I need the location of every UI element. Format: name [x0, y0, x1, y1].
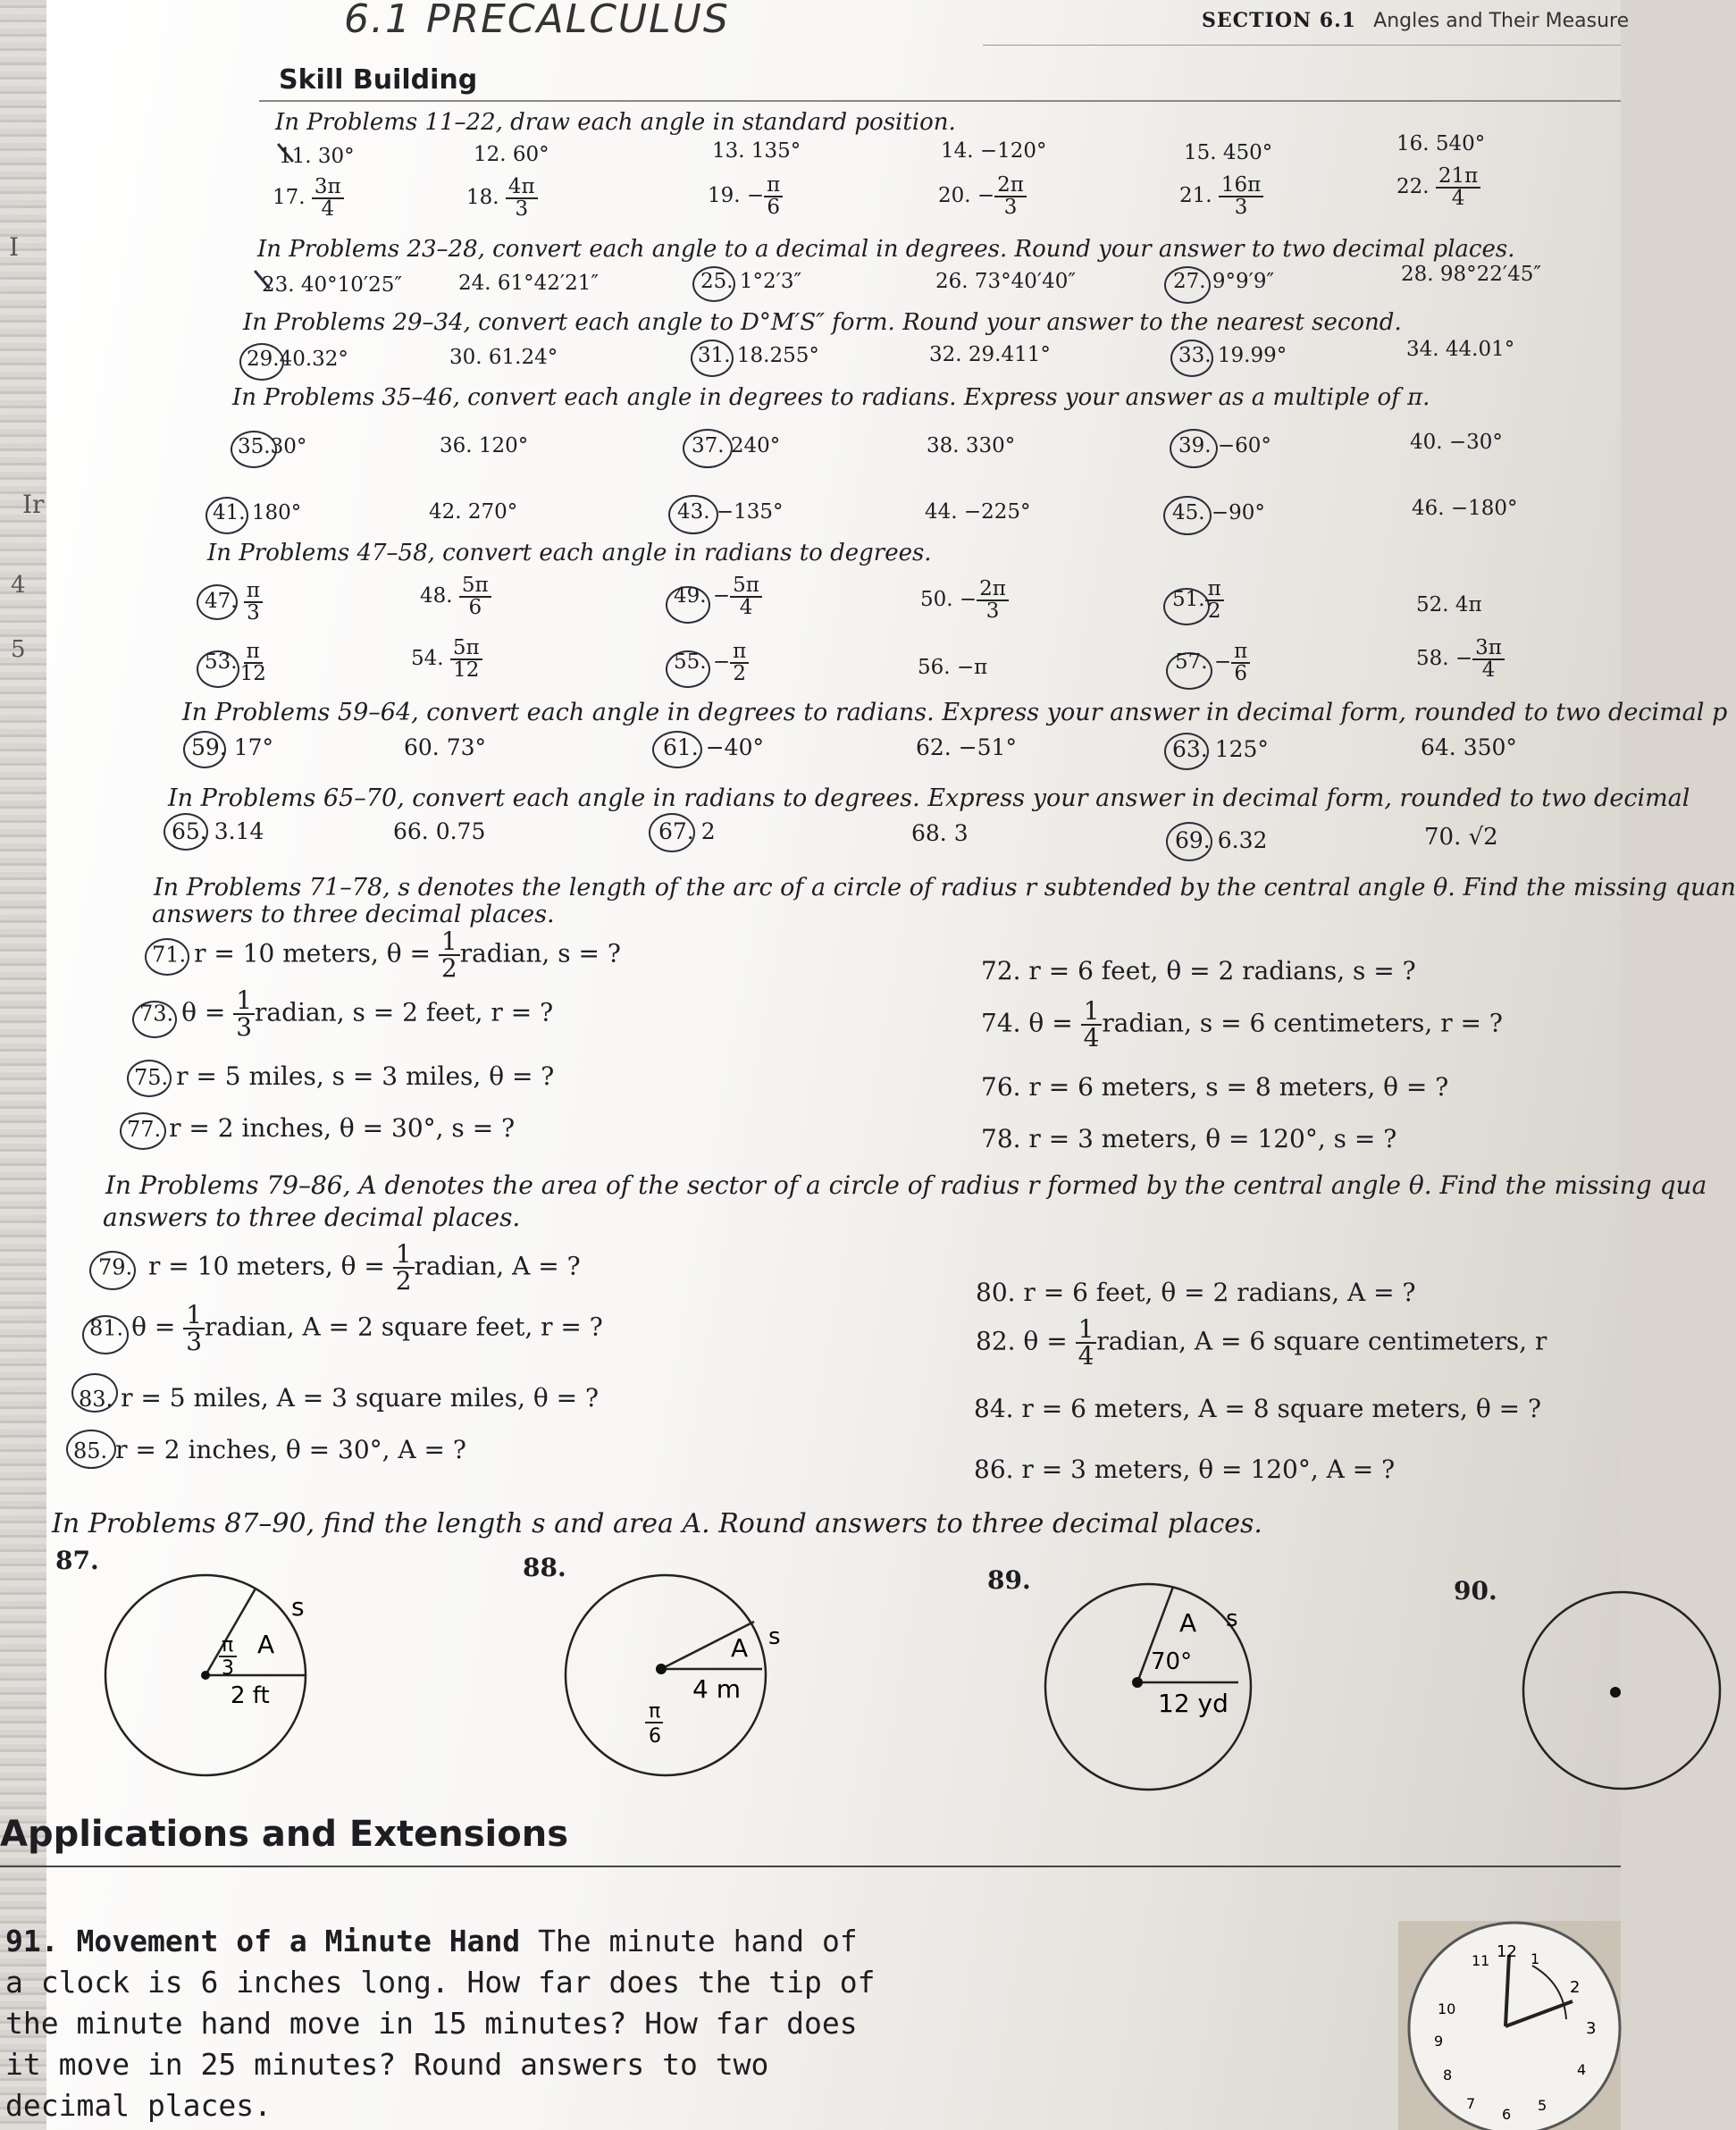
problem: [1172, 501, 1265, 524]
instructions: In Problems 65–70, convert each angle in radians to degrees. Express your answer in decimal form, rounded to two decimal: [168, 784, 1690, 812]
fraction: [1076, 1314, 1097, 1371]
problem-number: 87.: [55, 1546, 99, 1575]
handwritten-title: 6.1 PRECALCULUS: [344, 0, 730, 42]
instructions: In Problems 35–46, convert each angle in degrees to radians. Express your answer as a multiple of π.: [232, 384, 1430, 411]
instructions: In Problems 23–28, convert each angle to a decimal in degrees. Round your answer to two decimal places.: [257, 236, 1515, 263]
center-point: [1132, 1677, 1143, 1688]
problem-text: r = 10 meters, θ =: [147, 1251, 385, 1281]
denominator: 3: [985, 600, 1000, 623]
problem: 78. r = 3 meters, θ = 120°, s = ?: [981, 1124, 1397, 1153]
problem: [920, 579, 1009, 622]
problem: [1416, 638, 1505, 681]
problem: 36. 120°: [440, 434, 529, 457]
binding-edge: [0, 0, 46, 2130]
problem-number: 75.: [134, 1065, 169, 1090]
problem: 62. −51°: [916, 734, 1017, 760]
problem: 15. 450°: [1184, 141, 1273, 164]
problem: [73, 1435, 466, 1464]
problem-number: 18.: [466, 186, 499, 209]
problem: 16. 540°: [1396, 132, 1486, 155]
problem-number: 37.: [692, 434, 725, 457]
problem: [938, 175, 1027, 218]
heading-rule: [259, 100, 1621, 102]
problem: [1178, 434, 1271, 457]
denominator: 4: [1481, 658, 1496, 682]
problem-number: 57.: [1175, 650, 1208, 674]
fraction: [1205, 579, 1224, 622]
problem-text: radian, A = 2 square feet, r = ?: [205, 1312, 603, 1342]
numerator: 3π: [1472, 638, 1505, 660]
clock-number: 12: [1497, 1942, 1517, 1961]
problem: [420, 575, 491, 618]
clock-number: 1: [1531, 1950, 1540, 1967]
numerator: 2π: [994, 175, 1027, 197]
numerator: 3π: [312, 177, 344, 199]
problem-number: 71.: [152, 942, 187, 968]
problem-number: 77.: [127, 1117, 162, 1142]
problem: [205, 581, 263, 624]
radius-label: 4 m: [692, 1674, 741, 1704]
problem-text: r = 2 inches, θ = 30°, A = ?: [115, 1435, 466, 1464]
numerator: 1: [233, 988, 255, 1015]
problem-value: −90°: [1211, 501, 1265, 524]
fraction: [450, 638, 482, 681]
problem-number: 83.: [79, 1387, 113, 1412]
problem: [976, 1314, 1547, 1371]
problem-text: r = 2 inches, θ = 30°, s = ?: [169, 1113, 516, 1143]
figure-90: [1501, 1590, 1621, 1796]
fraction: [1219, 175, 1263, 218]
numerator: 16π: [1219, 175, 1263, 197]
problem: 14. −120°: [941, 139, 1047, 163]
problem: [1175, 642, 1250, 684]
header-rule: [983, 45, 1621, 46]
problem-text: r = 10 meters, θ =: [194, 938, 431, 969]
section-label: SECTION 6.1: [1202, 9, 1357, 32]
problem-number: 21.: [1179, 184, 1212, 207]
fraction: [393, 1239, 415, 1296]
fraction: [1472, 638, 1505, 681]
angle-denominator: 3: [222, 1657, 234, 1680]
area-label: A: [257, 1630, 275, 1659]
denominator: 2: [395, 1266, 412, 1296]
minus-sign: −: [712, 650, 731, 674]
problem-text: radian, A = ?: [414, 1251, 581, 1281]
problem: [98, 1239, 581, 1296]
numerator: 4π: [506, 177, 538, 199]
problem: [692, 434, 780, 457]
problem: [677, 500, 784, 524]
radius-label: 12 yd: [1158, 1689, 1229, 1718]
problem-number: 27.: [1173, 270, 1206, 293]
problem: [79, 1383, 599, 1413]
margin-letter: I: [9, 232, 20, 262]
fraction: [730, 642, 749, 684]
problem: [238, 435, 306, 458]
denominator: 6: [767, 196, 781, 219]
problem: [89, 1300, 603, 1356]
clock-number: 3: [1586, 2019, 1597, 2038]
problem: [1172, 579, 1224, 622]
problem-value: 17°: [233, 734, 274, 760]
numerator: 1: [1081, 999, 1103, 1026]
numerator: π: [244, 581, 263, 603]
arc-label: s: [291, 1592, 305, 1622]
problem: [411, 638, 482, 681]
figure-88: [554, 1572, 781, 1778]
denominator: 3: [1234, 196, 1248, 219]
numerator: π: [730, 642, 749, 664]
problem-value: −40°: [705, 734, 764, 760]
denominator: 4: [1078, 1341, 1094, 1371]
clock-number: 6: [1502, 2106, 1512, 2123]
problem-text: radian, s = 2 feet, r = ?: [255, 997, 554, 1027]
denominator: 2: [1207, 600, 1221, 623]
problem: [213, 501, 301, 524]
problem: [139, 985, 554, 1042]
angle-denominator: 6: [649, 1725, 661, 1748]
numerator: 1: [393, 1242, 415, 1269]
problem: 64. 350°: [1421, 734, 1517, 760]
arc-label: s: [1226, 1606, 1238, 1632]
problem-text: θ =: [181, 997, 226, 1027]
fraction: [1436, 166, 1480, 209]
problem-value: 30°: [270, 435, 307, 458]
problem-value: −60°: [1217, 434, 1271, 457]
problem-value: 3.14: [214, 818, 264, 844]
denominator: 3: [247, 601, 260, 625]
minus-sign: −: [712, 584, 731, 608]
problem: [1172, 736, 1269, 762]
problem-number: 59.: [191, 734, 227, 760]
problem: 13. 135°: [712, 139, 801, 163]
problem-number: 65.: [172, 818, 207, 844]
problem-value: 19.99°: [1217, 344, 1287, 367]
margin-letter: Ir: [22, 490, 45, 519]
problem-number: 31.: [698, 344, 731, 367]
clock-number: 11: [1472, 1952, 1490, 1969]
problem: 76. r = 6 meters, s = 8 meters, θ = ?: [981, 1072, 1449, 1102]
center-point: [1610, 1687, 1621, 1698]
problem-number: 67.: [658, 818, 694, 844]
problem: 80. r = 6 feet, θ = 2 radians, A = ?: [976, 1278, 1416, 1307]
angle-numerator: π: [222, 1634, 234, 1656]
fraction: [312, 177, 344, 220]
instructions: In Problems 87–90, find the length s and area A. Round answers to three decimal places.: [52, 1508, 1262, 1539]
problem: 42. 270°: [429, 500, 518, 524]
problem: [152, 929, 621, 981]
problem: [1178, 344, 1287, 367]
numerator: π: [1205, 579, 1224, 601]
denominator: 12: [453, 658, 480, 682]
problem-value: 6.32: [1217, 827, 1268, 853]
numerator: 21π: [1436, 166, 1480, 189]
problem-text: θ =: [131, 1312, 176, 1342]
problem: 56. −π: [918, 656, 988, 679]
problem-value: −135°: [716, 500, 784, 524]
problem: 34. 44.01°: [1406, 338, 1515, 361]
problem-91: [5, 1921, 881, 2126]
problem: [981, 996, 1503, 1052]
margin-letter: 5: [11, 636, 26, 663]
denominator: 4: [1451, 187, 1465, 210]
problem-number: 54.: [411, 647, 444, 670]
denominator: 3: [515, 197, 529, 221]
problem-number: 17.: [273, 186, 306, 209]
problem-number: 45.: [1172, 501, 1205, 524]
instructions: In Problems 59–64, convert each angle in degrees to radians. Express your answer in decimal form, rounded to two decimal p: [182, 699, 1728, 726]
problem-value: 40.32°: [279, 348, 348, 371]
problem-number: 55.: [674, 650, 707, 674]
margin-letter: 4: [11, 572, 26, 599]
problem-number: 61.: [663, 734, 699, 760]
problem-value: 2: [700, 818, 716, 844]
numerator: 5π: [459, 575, 491, 598]
figure-87: [89, 1572, 322, 1778]
problem: 23. 40°10′25″: [262, 273, 403, 297]
problem: 68. 3: [911, 820, 969, 846]
problem: 32. 29.411°: [929, 343, 1051, 366]
fraction: [764, 175, 783, 218]
numerator: 2π: [977, 579, 1009, 601]
problem: 52. 4π: [1416, 593, 1482, 616]
problem: 40. −30°: [1410, 431, 1503, 454]
problem: 11. 30°: [279, 145, 355, 168]
problem: [663, 734, 764, 760]
problem: 38. 330°: [927, 434, 1016, 457]
problem-number: 50. −: [920, 588, 977, 611]
instructions: answers to three decimal places.: [103, 1203, 521, 1232]
numerator: π: [1231, 642, 1250, 664]
fraction: [1081, 996, 1103, 1052]
fraction: [183, 1300, 205, 1356]
problem: [273, 177, 344, 220]
problem: [191, 734, 273, 760]
problem-number: 33.: [1178, 344, 1212, 367]
problem: 84. r = 6 meters, A = 8 square meters, θ = ?: [974, 1394, 1541, 1423]
problem: 30. 61.24°: [449, 346, 558, 369]
center-point: [656, 1664, 667, 1674]
problem-number: 88.: [523, 1553, 566, 1582]
problem: [674, 575, 762, 618]
problem: [172, 818, 264, 844]
problem: 12. 60°: [474, 143, 549, 166]
problem: 86. r = 3 meters, θ = 120°, A = ?: [974, 1455, 1396, 1484]
problem: [127, 1113, 515, 1143]
clock-number: 2: [1570, 1978, 1581, 1997]
figure-89: [1036, 1581, 1260, 1796]
problem-number: 22.: [1396, 175, 1430, 198]
problem-value: 9°9′9″: [1212, 270, 1275, 293]
problem: [1396, 166, 1480, 209]
problem: [674, 642, 749, 684]
clock-number: 9: [1434, 2033, 1444, 2050]
numerator: π: [764, 175, 783, 197]
denominator: 4: [321, 197, 335, 221]
problem-number: 69.: [1175, 827, 1211, 853]
problem-title: Movement of a Minute Hand: [76, 1924, 521, 1958]
circle: [1523, 1592, 1720, 1789]
problem-number: 89.: [987, 1565, 1031, 1595]
problem-text: 82. θ =: [976, 1326, 1068, 1356]
problem-text: 74. θ =: [981, 1008, 1073, 1038]
denominator: 2: [440, 953, 457, 983]
clock-illustration: [1398, 1921, 1621, 2130]
skill-building-heading: Skill Building: [279, 64, 478, 96]
fraction: [994, 175, 1027, 218]
problem: 72. r = 6 feet, θ = 2 radians, s = ?: [981, 956, 1416, 985]
problem-number: 43.: [677, 500, 710, 524]
denominator: 6: [1234, 662, 1248, 685]
section-title: Angles and Their Measure: [1373, 10, 1630, 32]
problem-number: 51.: [1172, 588, 1205, 611]
problem-number: 47.: [205, 590, 238, 613]
problem-number: 25.: [700, 270, 734, 293]
problem: [658, 818, 716, 844]
instructions: In Problems 71–78, s denotes the length of the arc of a circle of radius r subtended by the central angle θ. Find the missing quan: [154, 874, 1736, 901]
denominator: 4: [1083, 1023, 1100, 1052]
problem: 70. √2: [1424, 824, 1498, 851]
problem: 66. 0.75: [393, 818, 486, 844]
problem-value: 1°2′3″: [739, 270, 802, 293]
problem-text: radian, A = 6 square centimeters, r: [1096, 1326, 1547, 1356]
instructions: In Problems 79–86, A denotes the area of the sector of a circle of radius r formed by the central angle θ. Find the missing qua: [105, 1170, 1707, 1200]
problem: [1175, 827, 1267, 853]
clock-number: 5: [1538, 2097, 1547, 2114]
problem-text: The minute hand of a clock is 6 inches long. How far does the tip of the minute hand move in 15 minutes? How far does it move in 25 minutes? Round answers to two decimal places.: [5, 1924, 876, 2123]
instructions: In Problems 47–58, convert each angle in radians to degrees.: [207, 540, 932, 566]
denominator: 4: [739, 596, 753, 619]
problem-value: 125°: [1214, 736, 1269, 762]
numerator: 1: [183, 1303, 205, 1329]
problem-number: 81.: [89, 1315, 124, 1341]
denominator: 12: [239, 662, 266, 685]
instructions: In Problems 29–34, convert each angle to D°M′S″ form. Round your answer to the nearest second.: [243, 309, 1402, 336]
area-label: A: [1179, 1608, 1197, 1638]
circle: [1045, 1584, 1251, 1790]
problem: [1179, 175, 1263, 218]
problem: [698, 344, 819, 367]
numerator: 1: [1076, 1317, 1097, 1344]
problem-number: 49.: [674, 584, 707, 608]
problem-value: 18.255°: [736, 344, 819, 367]
problem: [708, 175, 783, 218]
problem-number: 79.: [98, 1254, 133, 1280]
problem-number: 91.: [5, 1924, 59, 1958]
area-label: A: [731, 1633, 749, 1663]
numerator: 5π: [730, 575, 762, 598]
problem-number: 58. −: [1416, 647, 1473, 670]
problem-number: 39.: [1178, 434, 1212, 457]
applications-heading: Applications and Extensions: [0, 1814, 569, 1855]
fraction: [730, 575, 762, 618]
clock-number: 4: [1577, 2061, 1587, 2078]
problem-number: 19. −: [708, 184, 765, 207]
instructions: answers to three decimal places.: [152, 901, 555, 928]
problem-number: 48.: [420, 584, 453, 608]
problem-number: 20. −: [938, 184, 995, 207]
numerator: 1: [439, 929, 460, 956]
problem-number: 90.: [1454, 1576, 1497, 1606]
numerator: π: [244, 642, 263, 664]
problem-number: 41.: [213, 501, 246, 524]
problem: 60. 73°: [404, 734, 487, 760]
numerator: 5π: [450, 638, 482, 660]
problem: 28. 98°22′45″: [1401, 263, 1542, 286]
problem-text: radian, s = 6 centimeters, r = ?: [1102, 1008, 1503, 1038]
instructions: In Problems 11–22, draw each angle in standard position.: [275, 109, 956, 136]
problem: [134, 1061, 554, 1091]
angle-label: 70°: [1151, 1648, 1193, 1675]
denominator: 3: [1003, 196, 1018, 219]
problem-value: 180°: [251, 501, 302, 524]
denominator: 6: [468, 596, 482, 619]
problem: 46. −180°: [1412, 497, 1518, 520]
problem-text: radian, s = ?: [459, 938, 621, 969]
problem: [700, 270, 801, 293]
denominator: 3: [186, 1327, 203, 1356]
problem: 26. 73°40′40″: [935, 270, 1077, 293]
problem-number: 63.: [1172, 736, 1208, 762]
problem: 44. −225°: [925, 500, 1031, 524]
center-point: [201, 1671, 210, 1680]
problem-number: 29.: [247, 348, 280, 371]
fraction: [244, 581, 263, 624]
radius-label: 2 ft: [231, 1682, 270, 1709]
applications-rule: [0, 1866, 1621, 1867]
minus-sign: −: [1213, 650, 1232, 674]
problem-text: r = 5 miles, A = 3 square miles, θ = ?: [121, 1383, 600, 1413]
problem-value: 240°: [730, 434, 781, 457]
fraction: [977, 579, 1009, 622]
fraction: [459, 575, 491, 618]
problem: 24. 61°42′21″: [458, 272, 600, 295]
problem-text: r = 5 miles, s = 3 miles, θ = ?: [176, 1061, 555, 1091]
fraction: [1231, 642, 1250, 684]
clock-number: 7: [1466, 2095, 1476, 2112]
problem: [466, 177, 538, 220]
denominator: 2: [733, 662, 747, 685]
problem-number: 73.: [139, 1001, 174, 1027]
fraction: [238, 642, 269, 684]
angle-numerator: π: [649, 1700, 661, 1723]
fraction: [439, 929, 460, 981]
clock-number: 8: [1443, 2067, 1453, 2084]
clock-number: 10: [1438, 2000, 1456, 2017]
fraction: [233, 985, 255, 1042]
section-header: [1202, 9, 1629, 32]
denominator: 3: [236, 1012, 253, 1042]
arc-label: s: [768, 1623, 781, 1650]
problem-number: 35.: [238, 435, 271, 458]
problem: [1173, 270, 1274, 293]
problem-number: 53.: [205, 650, 238, 674]
problem-number: 85.: [73, 1438, 108, 1463]
problem: [247, 348, 348, 371]
problem: [205, 642, 269, 684]
fraction: [506, 177, 538, 220]
